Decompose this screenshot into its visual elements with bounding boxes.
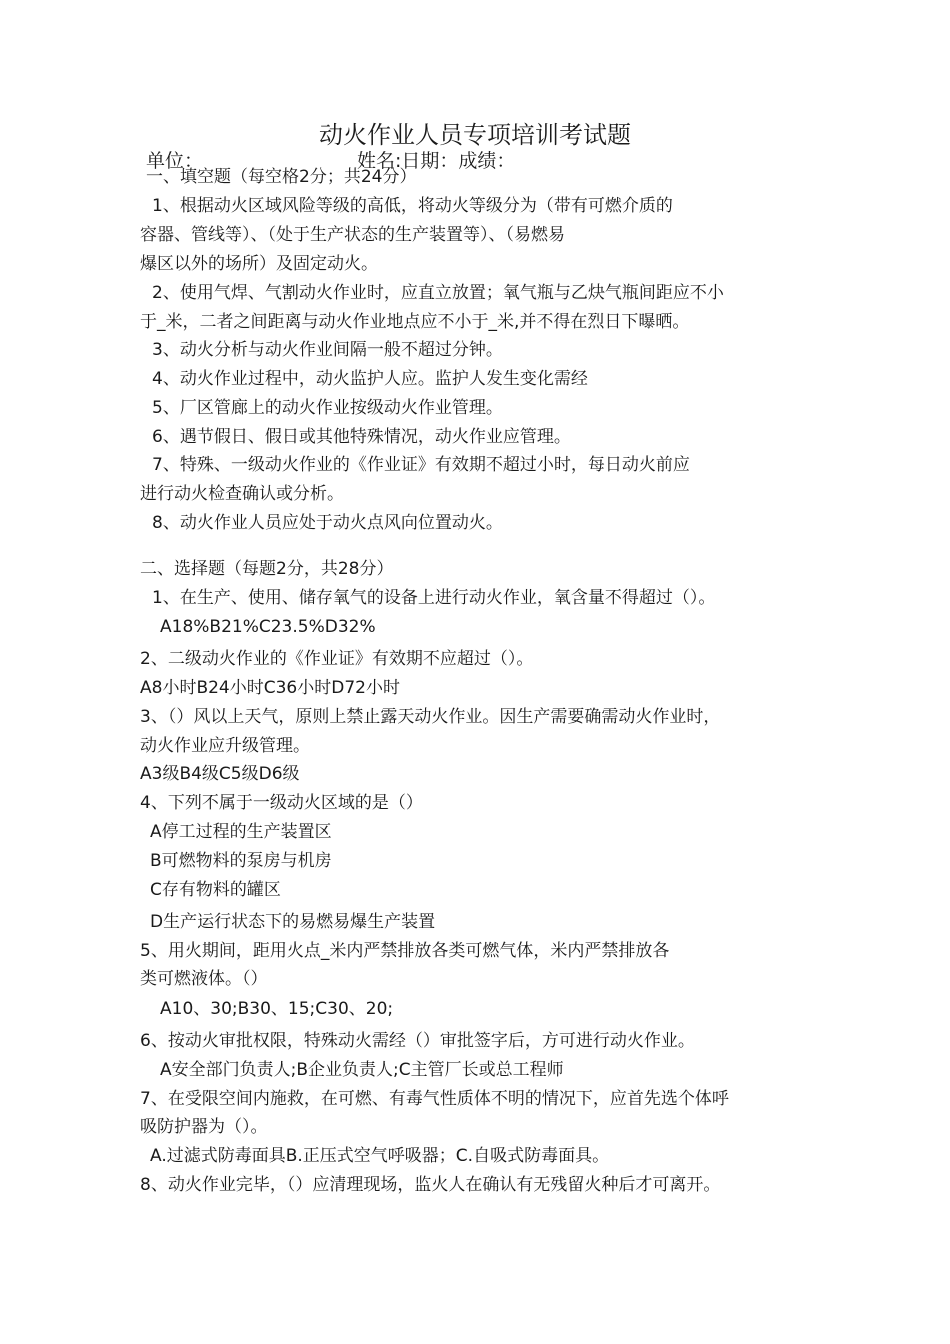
answer-option: C存有物料的罐区 — [150, 880, 281, 900]
question-text: 爆区以外的场所）及固定动火。 — [140, 254, 378, 274]
question-text: 7、特殊、一级动火作业的《作业证》有效期不超过小时，每日动火前应 — [152, 455, 690, 475]
answer-options: A8小时B24小时C36小时D72小时 — [140, 678, 400, 698]
question-text: 2、二级动火作业的《作业证》有效期不应超过（）。 — [140, 649, 534, 669]
question-text: 类可燃液体。（） — [140, 969, 268, 989]
question-text: 7、在受限空间内施救，在可燃、有毒气性质体不明的情况下，应首先选个体呼 — [140, 1089, 729, 1109]
question-text: 2、使用气焊、气割动火作业时，应直立放置；氧气瓶与乙炔气瓶间距应不小 — [152, 283, 724, 303]
question-text: 4、动火作业过程中，动火监护人应。监护人发生变化需经 — [152, 369, 588, 389]
question-text: 动火作业应升级管理。 — [140, 736, 310, 756]
answer-options: A.过滤式防毒面具B.正压式空气呼吸器；C.自吸式防毒面具。 — [150, 1146, 610, 1166]
question-text: 3、（）风以上天气，原则上禁止露天动火作业。因生产需要确需动火作业时， — [140, 707, 721, 727]
answer-options: A安全部门负责人;B企业负责人;C主管厂长或总工程师 — [160, 1060, 564, 1080]
question-text: 吸防护器为（）。 — [140, 1117, 268, 1137]
answer-options: A10、30;B30、15;C30、20; — [160, 999, 394, 1019]
question-text: 8、动火作业完毕，（）应清理现场，监火人在确认有无残留火种后才可离开。 — [140, 1175, 721, 1195]
question-text: 6、遇节假日、假日或其他特殊情况，动火作业应管理。 — [152, 427, 571, 447]
section-heading-choice: 二、选择题（每题2分，共28分） — [140, 559, 394, 579]
answer-option: A停工过程的生产装置区 — [150, 822, 332, 842]
name-date-score-labels: 姓名:日期：成绩： — [357, 150, 516, 172]
answer-options: A18%B21%C23.5%D32% — [160, 617, 376, 637]
question-text: 1、根据动火区域风险等级的高低，将动火等级分为（带有可燃介质的 — [152, 196, 673, 216]
answer-options: A3级B4级C5级D6级 — [140, 764, 300, 784]
question-text: 1、在生产、使用、储存氧气的设备上进行动火作业，氧含量不得超过（）。 — [152, 588, 716, 608]
unit-label: 单位： — [146, 150, 204, 172]
question-text: 容器、管线等）、（处于生产状态的生产装置等）、（易燃易 — [140, 225, 565, 245]
answer-option: B可燃物料的泵房与机房 — [150, 851, 332, 871]
question-text: 3、动火分析与动火作业间隔一般不超过分钟。 — [152, 340, 503, 360]
question-text: 8、动火作业人员应处于动火点风向位置动火。 — [152, 513, 503, 533]
question-text: 4、下列不属于一级动火区域的是（） — [140, 793, 423, 813]
question-text: 于_米，二者之间距离与动火作业地点应不小于_米,并不得在烈日下曝晒。 — [140, 312, 690, 332]
document-title: 动火作业人员专项培训考试题 — [319, 121, 631, 149]
question-text: 进行动火检查确认或分析。 — [140, 484, 344, 504]
question-text: 5、厂区管廊上的动火作业按级动火作业管理。 — [152, 398, 503, 418]
question-text: 6、按动火审批权限，特殊动火需经（）审批签字后，方可进行动火作业。 — [140, 1031, 695, 1051]
answer-option: D生产运行状态下的易燃易爆生产装置 — [150, 912, 436, 932]
question-text: 5、用火期间，距用火点_米内严禁排放各类可燃气体，米内严禁排放各 — [140, 941, 670, 961]
section-heading-fill-in: 一、填空题（每空格2分；共24分） — [146, 167, 417, 187]
